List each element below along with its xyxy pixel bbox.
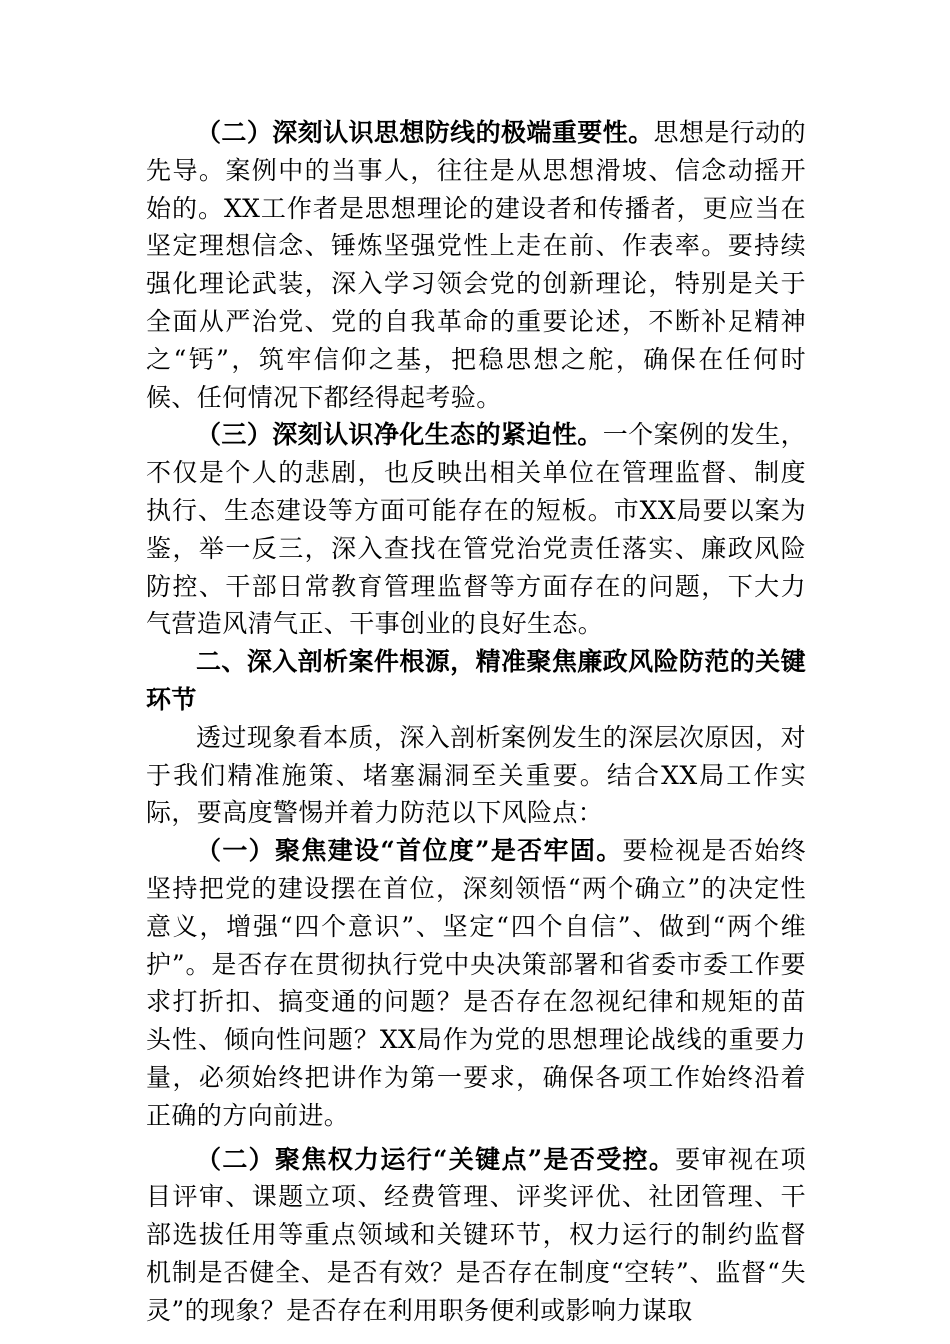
point-lead: （一）聚焦建设“首位度”是否牢固。 xyxy=(196,836,623,866)
point-lead: （二）聚焦权力运行“关键点”是否受控。 xyxy=(196,1144,676,1174)
document-body xyxy=(146,114,806,1330)
paragraph-body: 一个案例的发生，不仅是个人的悲剧，也反映出相关单位在管理监督、制度执行、生态建设等方面可能存在的短板。市XX局要以案为鉴，举一反三，深入查找在管党治党责任落实、廉政风险防控、干部日常教育管理监督等方面存在的问题，下大力气营造风清气正、干事创业的良好生态。 xyxy=(146,420,807,639)
paragraph-lead: （三）深刻认识净化生态的紧迫性。 xyxy=(196,420,603,450)
point-body: 要审视在项目评审、课题立项、经费管理、评奖评优、社团管理、干部选拔任用等重点领域和关键环节，权力运行的制约监督机制是否健全、是否有效？是否存在制度“空转”、监督“失灵”的现象？是否存在利用职务便利或影响力谋取 xyxy=(146,1144,806,1325)
paragraph-lead: （二）深刻认识思想防线的极端重要性。 xyxy=(196,118,654,147)
section-intro: 透过现象看本质，深入剖析案例发生的深层次原因，对于我们精准施策、堵塞漏洞至关重要。结合XX局工作实际，要高度警惕并着力防范以下风险点： xyxy=(146,722,806,828)
paragraph-thought-defense xyxy=(146,114,806,416)
point-power-operation xyxy=(146,1141,806,1330)
point-body: 要检视是否始终坚持把党的建设摆在首位，深刻领悟“两个确立”的决定性意义，增强“四个意识”、坚定“四个自信”、做到“两个维护”。是否存在贯彻执行党中央决策部署和省委市委工作要求打折扣、搞变通的问题？是否存在忽视纪律和规矩的苗头性、倾向性问题？XX局作为党的思想理论战线的重要力量，必须始终把讲作为第一要求，确保各项工作始终沿着正确的方向前进。 xyxy=(146,836,806,1130)
paragraph-ecology xyxy=(146,416,806,643)
section-heading: 二、深入剖析案件根源，精准聚焦廉政风险防范的关键环节 xyxy=(146,647,806,714)
point-party-building xyxy=(146,832,806,1134)
paragraph-body: 思想是行动的先导。案例中的当事人，往往是从思想滑坡、信念动摇开始的。XX工作者是思想理论的建设者和传播者，更应当在坚定理想信念、锤炼坚强党性上走在前、作表率。要持续强化理论武装，深入学习领会党的创新理论，特别是关于全面从严治党、党的自我革命的重要论述，不断补足精神之“钙”，筑牢信仰之基，把稳思想之舵，确保在任何时候、任何情况下都经得起考验。 xyxy=(146,118,807,412)
